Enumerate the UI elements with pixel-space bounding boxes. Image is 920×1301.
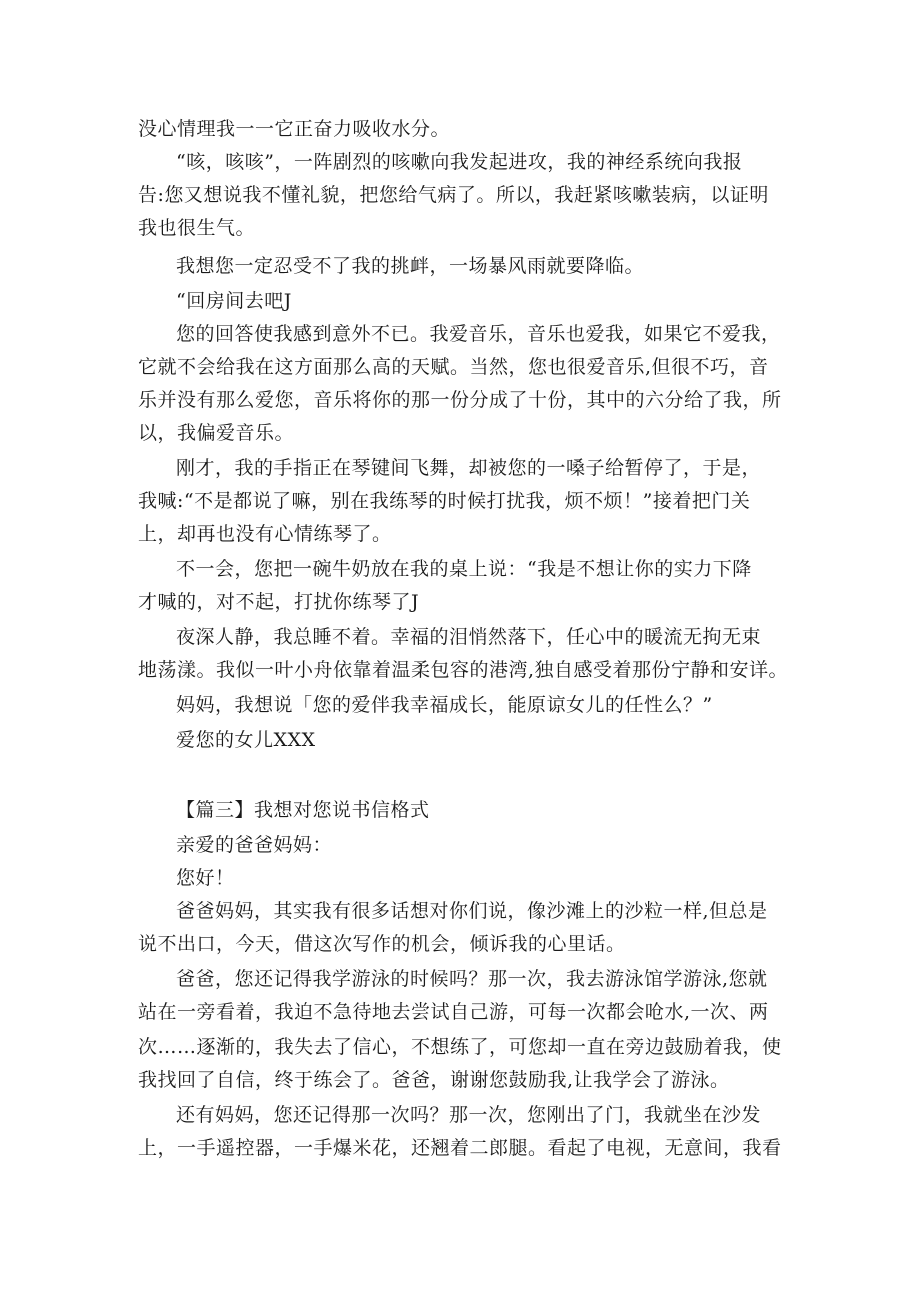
text-line: “回房间去吧J [176, 290, 292, 312]
salutation: 亲爱的爸爸妈妈： [176, 834, 333, 856]
text-line: 您的回答使我感到意外不已。我爱音乐，音乐也爱我，如果它不爱我， [176, 323, 781, 345]
text-line: 不一会，您把一碗牛奶放在我的桌上说：“我是不想让你的实力下降 [176, 558, 752, 580]
text-line: 以，我偏爱音乐。 [138, 422, 295, 444]
text-line: 我找回了自信，终于练会了。爸爸，谢谢您鼓励我,让我学会了游泳。 [138, 1069, 730, 1091]
text-line: 告:您又想说我不懂礼貌，把您给气病了。所以，我赶紧咳嗽装病，以证明 [138, 184, 769, 206]
text-line: 说不出口，今天，借这次写作的机会，倾诉我的心里话。 [138, 933, 626, 955]
text-line: 爸爸，您还记得我学游泳的时候吗？那一次，我去游泳馆学游泳,您就 [176, 968, 768, 990]
text-line: 我也很生气。 [138, 217, 256, 239]
text-line: 爸爸妈妈，其实我有很多话想对你们说，像沙滩上的沙粒一样,但总是 [176, 900, 768, 922]
text-line: 乐并没有那么爱您，音乐将你的那一份分成了十份，其中的六分给了我，所 [138, 389, 782, 411]
greeting: 您好！ [176, 867, 235, 889]
text-line: 还有妈妈，您还记得那一次吗？那一次，您刚出了门，我就坐在沙发 [176, 1104, 762, 1126]
text-line: 夜深人静，我总睡不着。幸福的泪悄然落下，任心中的暖流无拘无束 [176, 626, 762, 648]
text-line: 上，一手遥控器，一手爆米花，还翘着二郎腿。看起了电视，无意间，我看 [138, 1137, 782, 1159]
text-line: 站在一旁看着，我迫不急待地去尝试自己游，可每一次都会呛水,一次、两 [138, 1001, 769, 1023]
text-line: 没心情理我一一它正奋力吸收水分。 [138, 118, 451, 140]
text-line: 它就不会给我在这方面那么高的天赋。当然，您也很爱音乐,但很不巧，音 [138, 356, 769, 378]
text-line: 上，却再也没有心情练琴了。 [138, 523, 392, 545]
text-line: 我喊:“不是都说了嘛，别在我练琴的时候打扰我，烦不烦！”接着把门关 [138, 490, 751, 512]
text-line: 才喊的，对不起，打扰你练琴了J [138, 591, 420, 613]
section-heading: 【篇三】我想对您说书信格式 [176, 799, 430, 821]
text-line: 地荡漾。我似一叶小舟依靠着温柔包容的港湾,独自感受着那份宁静和安详。 [138, 659, 789, 681]
signature-line: 爱您的女儿XXX [176, 729, 316, 751]
text-line: 我想您一定忍受不了我的挑衅，一场暴风雨就要降临。 [176, 255, 645, 277]
text-line: 刚才，我的手指正在琴键间飞舞，却被您的一嗓子给暂停了，于是， [176, 457, 762, 479]
text-line: 次……逐渐的，我失去了信心，不想练了，可您却一直在旁边鼓励着我，使 [138, 1036, 782, 1058]
text-line: “咳，咳咳”，一阵剧烈的咳嗽向我发起进攻，我的神经系统向我报 [176, 151, 743, 173]
text-line: 妈妈，我想说「您的爱伴我幸福成长，能原谅女儿的任性么？” [176, 694, 713, 716]
